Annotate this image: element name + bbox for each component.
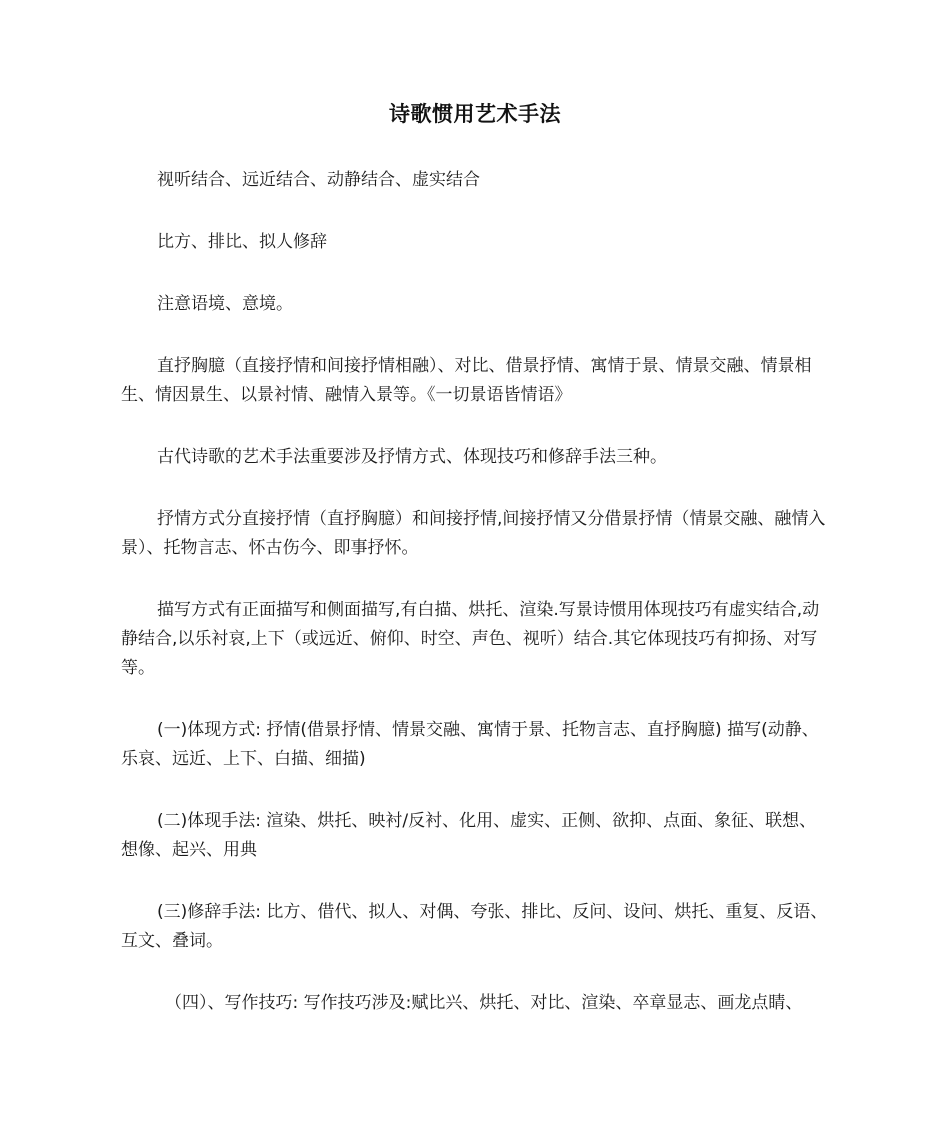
paragraph-4: 直抒胸臆（直接抒情和间接抒情相融）、对比、借景抒情、寓情于景、情景交融、情景相生、情因景生、以景衬情、融情入景等。《一切景语皆情语》 [121,356,812,405]
paragraph-11: （四）、写作技巧: 写作技巧涉及:赋比兴、烘托、对比、渲染、卒章显志、画龙点睛、 [165,993,803,1013]
paragraph-6: 抒情方式分直接抒情（直抒胸臆）和间接抒情,间接抒情又分借景抒情（情景交融、融情入景）、托物言志、怀古伤今、即事抒怀。 [121,509,826,558]
paragraph-5: 古代诗歌的艺术手法重要涉及抒情方式、体现技巧和修辞手法三种。 [157,447,667,467]
document-title: 诗歌惯用艺术手法 [389,102,561,126]
paragraph-2: 比方、排比、拟人修辞 [157,232,327,252]
document-body [121,166,833,1051]
paragraph-3: 注意语境、意境。 [157,294,293,314]
paragraph-7: 描写方式有正面描写和侧面描写,有白描、烘托、渲染.写景诗惯用体现技巧有虚实结合,动静结合,以乐衬哀,上下（或远近、俯仰、时空、声色、视听）结合.其它体现技巧有抑扬、对写等。 [121,600,820,678]
paragraph-8: (一)体现方式: 抒情(借景抒情、情景交融、寓情于景、托物言志、直抒胸臆) 描写(动静、乐哀、远近、上下、白描、细描) [121,720,819,769]
paragraph-9: (二)体现手法: 渲染、烘托、映衬/反衬、化用、虚实、正侧、欲抑、点面、象征、联想、想像、起兴、用典 [121,811,817,860]
paragraph-1: 视听结合、远近结合、动静结合、虚实结合 [157,170,480,190]
paragraph-10: (三)修辞手法: 比方、借代、拟人、对偶、夸张、排比、反问、设问、烘托、重复、反语、互文、叠词。 [121,902,828,951]
